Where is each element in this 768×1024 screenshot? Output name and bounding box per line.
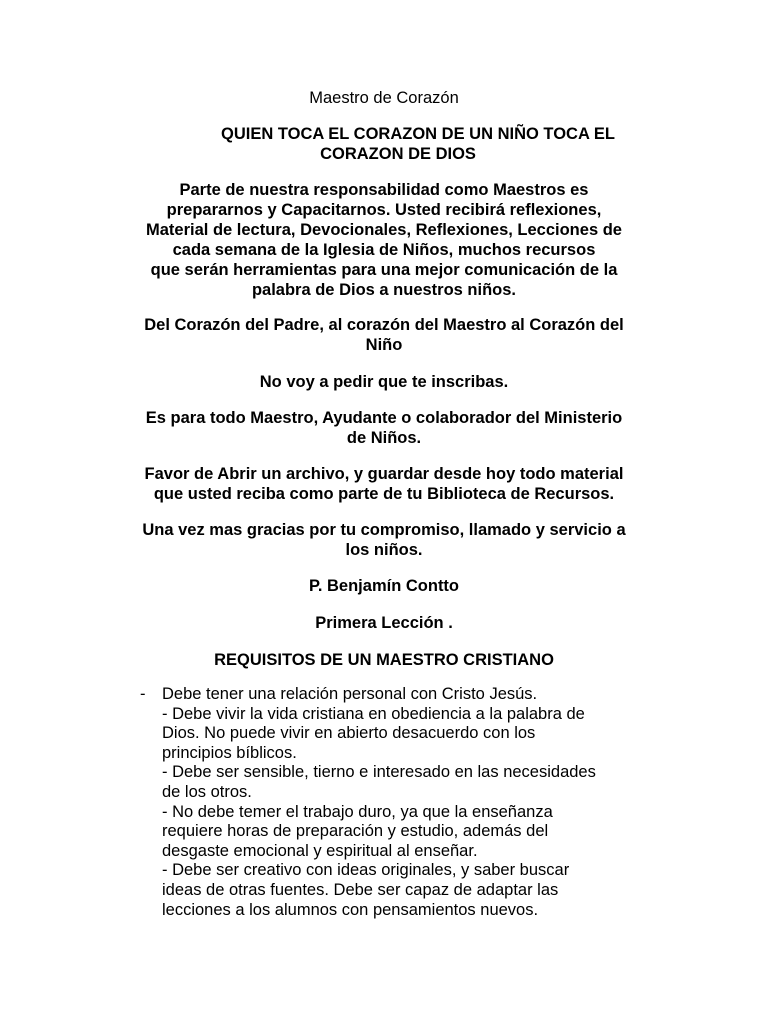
intro-line: que serán herramientas para una mejor comunicación de la bbox=[150, 261, 618, 279]
list-line: lecciones a los alumnos con pensamientos nuevos. bbox=[162, 900, 539, 919]
document-subtitle bbox=[148, 124, 648, 164]
signature: P. Benjamín Contto bbox=[308, 577, 460, 595]
audience-line: Es para todo Maestro, Ayudante o colaborador del Ministerio bbox=[145, 409, 623, 427]
heart-line: Del Corazón del Padre, al corazón del Maestro al Corazón del bbox=[144, 316, 624, 334]
heart-paragraph bbox=[110, 315, 658, 355]
intro-line: Parte de nuestra responsabilidad como Maestros es bbox=[179, 181, 589, 199]
list-line: principios bíblicos. bbox=[162, 743, 297, 762]
archive-line: que usted reciba como parte de tu Biblioteca de Recursos. bbox=[153, 485, 615, 503]
list-line: ideas de otras fuentes. Debe ser capaz de adaptar las bbox=[162, 880, 559, 899]
requirements-list bbox=[140, 685, 660, 920]
intro-line: Material de lectura, Devocionales, Reflexiones, Lecciones de bbox=[146, 221, 622, 239]
heart-line: Niño bbox=[365, 336, 403, 354]
archive-line: Favor de Abrir un archivo, y guardar desde hoy todo material bbox=[144, 465, 624, 483]
thanks-line: los niños. bbox=[345, 541, 423, 559]
thanks-paragraph bbox=[110, 520, 658, 560]
requirements-heading: REQUISITOS DE UN MAESTRO CRISTIANO bbox=[214, 651, 554, 669]
thanks-line: Una vez mas gracias por tu compromiso, llamado y servicio a bbox=[142, 521, 626, 539]
list-line: Dios. No puede vivir en abierto desacuerdo con los bbox=[162, 724, 536, 743]
intro-paragraph bbox=[110, 180, 658, 300]
list-line: - Debe ser sensible, tierno e interesado en las necesidades bbox=[162, 763, 596, 782]
document-title: Maestro de Corazón bbox=[309, 89, 459, 107]
list-line: - Debe ser creativo con ideas originales, y saber buscar bbox=[162, 861, 570, 880]
audience-line: de Niños. bbox=[346, 429, 422, 447]
list-line: requiere horas de preparación y estudio, además del bbox=[162, 822, 549, 841]
list-line: desgaste emocional y espiritual al enseñar. bbox=[162, 841, 478, 860]
intro-line: palabra de Dios a nuestros niños. bbox=[251, 281, 517, 299]
list-item bbox=[162, 685, 660, 920]
audience-paragraph bbox=[110, 408, 658, 448]
list-dash: - bbox=[140, 685, 146, 703]
no-signup-paragraph: No voy a pedir que te inscribas. bbox=[259, 373, 509, 391]
lesson-heading: Primera Lección . bbox=[315, 614, 453, 632]
intro-line: cada semana de la Iglesia de Niños, muchos recursos bbox=[172, 241, 596, 259]
list-line: - No debe temer el trabajo duro, ya que la enseñanza bbox=[162, 802, 553, 821]
subtitle-line-1: QUIEN TOCA EL CORAZON DE UN NIÑO TOCA EL bbox=[221, 125, 615, 143]
archive-paragraph bbox=[110, 464, 658, 504]
list-line: Debe tener una relación personal con Cristo Jesús. bbox=[162, 685, 538, 703]
intro-line: prepararnos y Capacitarnos. Usted recibirá reflexiones, bbox=[166, 201, 602, 219]
subtitle-line-2: CORAZON DE DIOS bbox=[320, 145, 476, 163]
list-line: - Debe vivir la vida cristiana en obediencia a la palabra de bbox=[162, 704, 585, 723]
list-line: de los otros. bbox=[162, 782, 252, 801]
